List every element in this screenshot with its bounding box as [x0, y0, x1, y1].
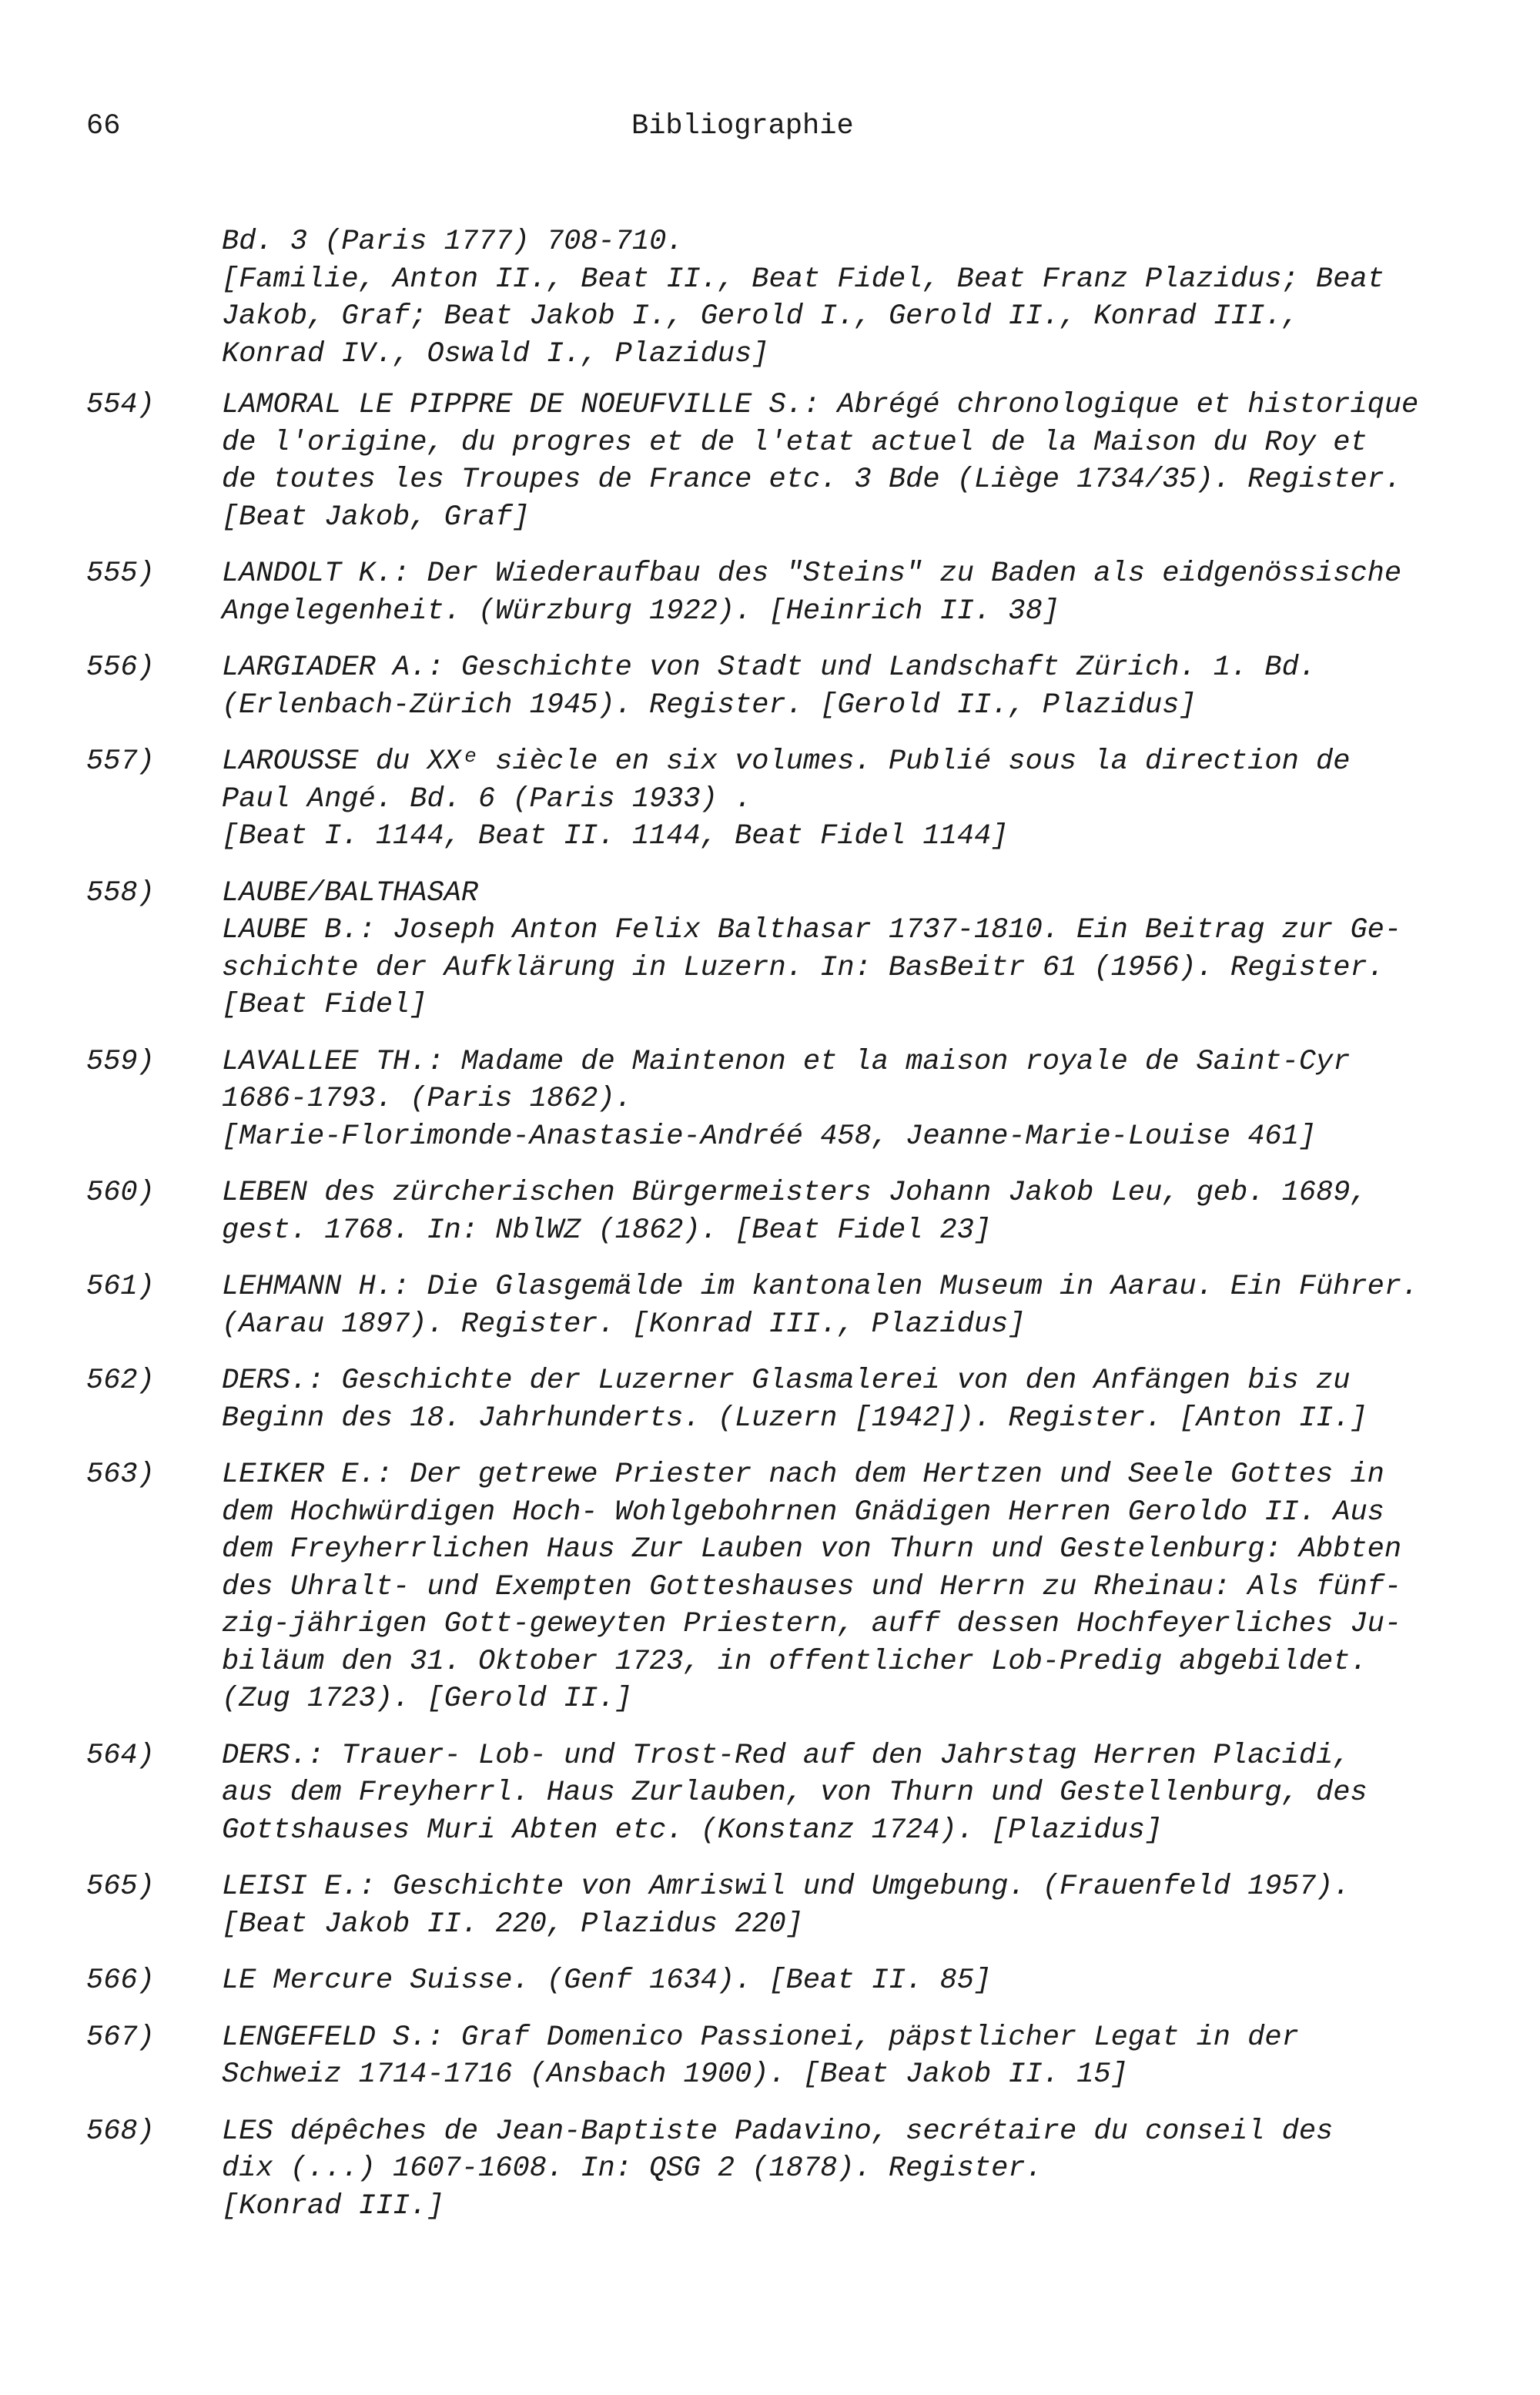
text-line: LEBEN des zürcherischen Bürgermeisters Johann Jakob Leu, geb. 1689, [222, 1177, 1368, 1209]
entry-text [222, 875, 1472, 1024]
text-line: LAUBE B.: Joseph Anton Felix Balthasar 1737-1810. Ein Beitrag zur Ge- [222, 914, 1402, 946]
bibliography-entry [86, 387, 1472, 536]
text-line: Jakob, Graf; Beat Jakob I., Gerold I., Gerold II., Konrad III., [222, 300, 1299, 333]
text-line: schichte der Aufklärung in Luzern. In: BasBeitr 61 (1956). Register. [222, 951, 1384, 984]
entry-text [222, 2019, 1472, 2094]
text-line: DERS.: Geschichte der Luzerner Glasmalerei von den Anfängen bis zu [222, 1365, 1351, 1397]
entry-text [222, 1868, 1472, 1943]
bibliography-entry [86, 1868, 1472, 1943]
text-line: LEISI E.: Geschichte von Amriswil und Umgebung. (Frauenfeld 1957). [222, 1871, 1351, 1903]
text-line: [Marie-Florimonde-Anastasie-Andréé 458, Jeanne-Marie-Louise 461] [222, 1120, 1317, 1153]
entry-number: 557) [86, 745, 155, 778]
entry-text [222, 1456, 1472, 1718]
entry-number: 559) [86, 1045, 155, 1078]
text-line: LEHMANN H.: Die Glasgemälde im kantonalen Museum in Aarau. Ein Führer. [222, 1271, 1419, 1303]
text-line: Paul Angé. Bd. 6 (Paris 1933) . [222, 782, 752, 816]
text-line: zig-jährigen Gott-geweyten Priestern, auff dessen Hochfeyerliches Ju- [222, 1608, 1402, 1640]
entry-number: 561) [86, 1271, 155, 1303]
text-line: LAROUSSE du XXᵉ siècle en six volumes. Publié sous la direction de [222, 745, 1351, 778]
entry-number: 556) [86, 652, 155, 684]
text-line: [Beat Fidel] [222, 989, 427, 1021]
entry-number: 554) [86, 389, 155, 421]
bibliography-entry [86, 2113, 1472, 2226]
text-line: de toutes les Troupes de France etc. 3 Bde (Liège 1734/35). Register. [222, 464, 1402, 496]
text-line: des Uhralt- und Exempten Gotteshauses und Herrn zu Rheinau: Als fünf- [222, 1570, 1402, 1603]
entry-text [222, 1362, 1472, 1437]
text-line: LARGIADER A.: Geschichte von Stadt und Landschaft Zürich. 1. Bd. [222, 652, 1317, 684]
entry-text [222, 555, 1472, 630]
text-line: aus dem Freyherrl. Haus Zurlauben, von Thurn und Gestellenburg, des [222, 1777, 1368, 1809]
text-line: [Familie, Anton II., Beat II., Beat Fidel, Beat Franz Plazidus; Beat [222, 263, 1384, 296]
entry-text [222, 1043, 1472, 1156]
bibliography-entry [86, 1456, 1472, 1718]
bibliography-entry [86, 1043, 1472, 1156]
entry-number: 562) [86, 1365, 155, 1397]
text-line: Bd. 3 (Paris 1777) 708-710. [222, 226, 684, 258]
entry-text [222, 2113, 1472, 2226]
text-line: LAVALLEE TH.: Madame de Maintenon et la maison royale de Saint-Cyr [222, 1045, 1351, 1078]
text-line: dem Hochwürdigen Hoch- Wohlgebohrnen Gnädigen Herren Geroldo II. Aus [222, 1496, 1384, 1529]
entry-number: 568) [86, 2115, 155, 2148]
running-head: Bibliographie [631, 110, 854, 142]
bibliography-entry [86, 555, 1472, 630]
text-line: LAUBE/BALTHASAR [222, 876, 479, 909]
text-line: dem Freyherrlichen Haus Zur Lauben von Thurn und Gestelenburg: Abbten [222, 1533, 1402, 1566]
entry-number: 558) [86, 876, 155, 909]
bibliography-entry [86, 1737, 1472, 1850]
text-line: [Beat I. 1144, Beat II. 1144, Beat Fidel 1144] [222, 820, 1009, 852]
text-line: [Beat Jakob II. 220, Plazidus 220] [222, 1908, 803, 1941]
text-line: LE Mercure Suisse. (Genf 1634). [Beat II. 85] [222, 1965, 992, 1997]
entry-text [222, 649, 1472, 724]
text-line: Konrad IV., Oswald I., Plazidus] [222, 337, 769, 370]
entry-number: 565) [86, 1871, 155, 1903]
bibliography-entry [86, 1268, 1472, 1343]
text-line: Schweiz 1714-1716 (Ansbach 1900). [Beat Jakob II. 15] [222, 2058, 1128, 2091]
text-line: Angelegenheit. (Würzburg 1922). [Heinrich II. 38] [222, 595, 1060, 628]
bibliography-entry [86, 649, 1472, 724]
entry-text [222, 1962, 1472, 2000]
text-line: [Konrad III.] [222, 2189, 444, 2222]
text-line: LES dépêches de Jean-Baptiste Padavino, secrétaire du conseil des [222, 2115, 1334, 2148]
bibliography-entry [86, 1962, 1472, 2000]
bibliography-entry [86, 2019, 1472, 2094]
entry-number: 567) [86, 2021, 155, 2054]
text-line: [Beat Jakob, Graf] [222, 501, 530, 534]
page-number: 66 [86, 110, 121, 142]
text-line: biläum den 31. Oktober 1723, in offentlicher Lob-Predig abgebildet. [222, 1645, 1368, 1678]
entry-number: 566) [86, 1965, 155, 1997]
text-line: (Erlenbach-Zürich 1945). Register. [Gerold II., Plazidus] [222, 688, 1197, 722]
text-line: DERS.: Trauer- Lob- und Trost-Red auf den Jahrstag Herren Placidi, [222, 1739, 1351, 1772]
entry-text [222, 1737, 1472, 1850]
entry-number: 560) [86, 1177, 155, 1209]
bibliography-entry [86, 743, 1472, 856]
text-line: dix (...) 1607-1608. In: QSG 2 (1878). Register. [222, 2152, 1043, 2185]
entry-text [222, 1268, 1472, 1343]
text-line: LANDOLT K.: Der Wiederaufbau des "Steins" zu Baden als eidgenössische [222, 558, 1402, 590]
entry-text [222, 1174, 1472, 1249]
bibliography-list [86, 387, 1472, 2244]
entry-number: 555) [86, 558, 155, 590]
bibliography-entry [86, 875, 1472, 1024]
text-line: Beginn des 18. Jahrhunderts. (Luzern [1942]). Register. [Anton II.] [222, 1402, 1368, 1435]
continued-entry [222, 223, 1469, 373]
entry-number: 563) [86, 1459, 155, 1491]
bibliography-entry [86, 1174, 1472, 1249]
text-line: de l'origine, du progres et de l'etat actuel de la Maison du Roy et [222, 426, 1368, 459]
text-line: LENGEFELD S.: Graf Domenico Passionei, päpstlicher Legat in der [222, 2021, 1299, 2054]
text-line: LAMORAL LE PIPPRE DE NOEUFVILLE S.: Abrégé chronologique et historique [222, 389, 1419, 421]
bibliography-entry [86, 1362, 1472, 1437]
text-line: Gottshauses Muri Abten etc. (Konstanz 1724). [Plazidus] [222, 1814, 1163, 1847]
text-line: 1686-1793. (Paris 1862). [222, 1083, 632, 1115]
entry-number: 564) [86, 1739, 155, 1772]
entry-text [222, 387, 1472, 536]
text-line: (Zug 1723). [Gerold II.] [222, 1683, 632, 1715]
text-line: (Aarau 1897). Register. [Konrad III., Plazidus] [222, 1308, 1026, 1341]
text-line: LEIKER E.: Der getrewe Priester nach dem Hertzen und Seele Gottes in [222, 1459, 1384, 1491]
entry-text [222, 743, 1472, 856]
text-line: gest. 1768. In: NblWZ (1862). [Beat Fidel 23] [222, 1214, 992, 1247]
